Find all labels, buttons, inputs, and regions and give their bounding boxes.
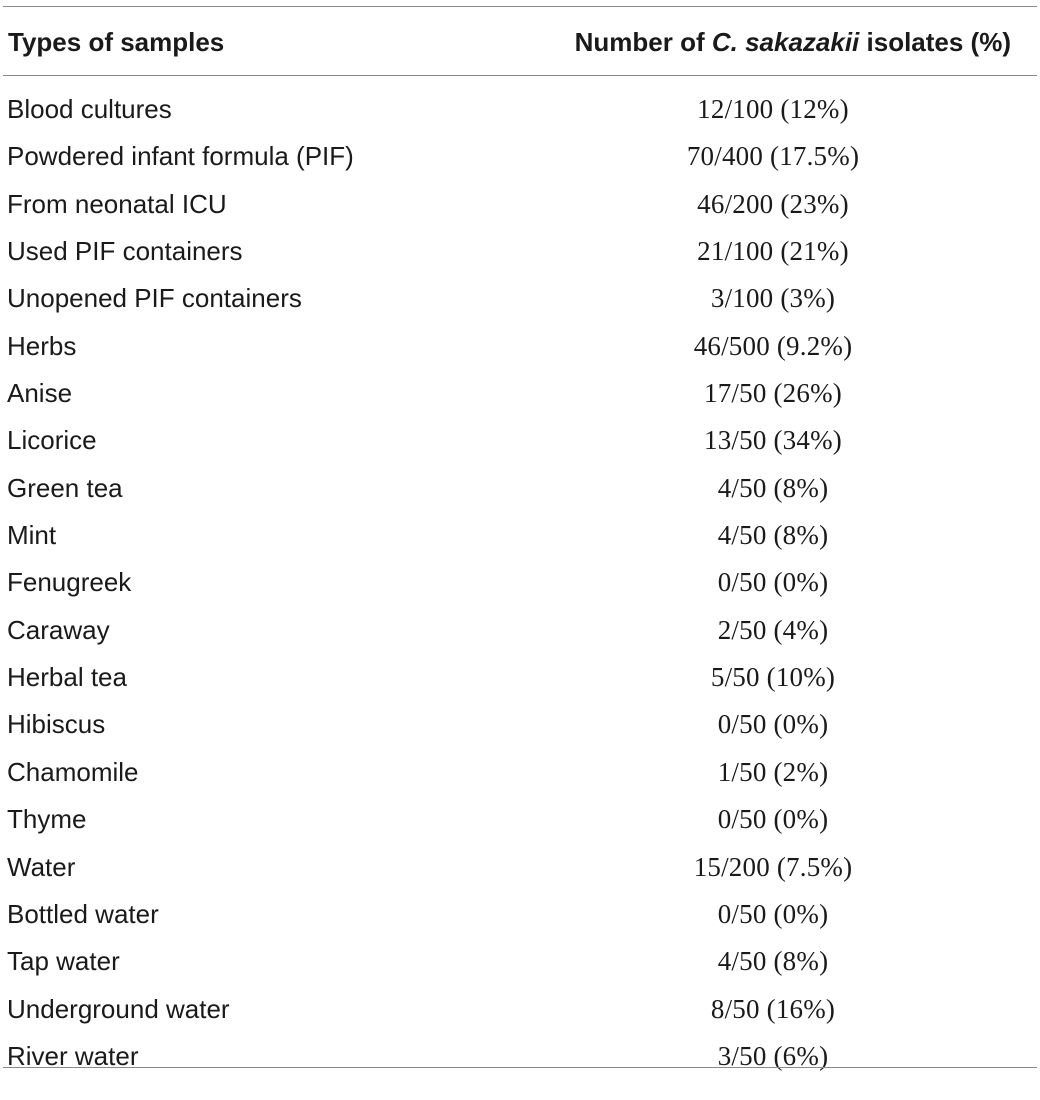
- table-row: [0, 512, 1040, 559]
- sample-type-cell: Fenugreek: [7, 567, 132, 598]
- sample-type-cell: Water: [7, 851, 76, 882]
- table-row: [0, 844, 1040, 891]
- isolate-count-cell: 15/200 (7.5%): [693, 851, 853, 882]
- sample-type-cell: Herbal tea: [7, 662, 127, 693]
- isolate-count-cell: 13/50 (34%): [704, 425, 842, 456]
- table-row: [0, 654, 1040, 701]
- isolate-count-cell: 4/50 (8%): [717, 946, 829, 977]
- table-row: [0, 796, 1040, 843]
- isolate-count-cell: 4/50 (8%): [717, 520, 829, 551]
- sample-type-cell: Anise: [7, 378, 73, 409]
- sample-type-cell: Herbs: [7, 330, 77, 361]
- sample-type-cell: Blood cultures: [7, 94, 172, 124]
- isolate-count-cell: 2/50 (4%): [717, 614, 829, 645]
- isolate-count-cell: 17/50 (26%): [704, 378, 842, 409]
- sample-type-cell: Thyme: [7, 804, 87, 835]
- sample-type-cell: Hibiscus: [7, 709, 106, 740]
- table-row: [0, 559, 1040, 606]
- table-row: [0, 228, 1040, 275]
- header-prefix: Number of: [574, 27, 712, 57]
- isolate-count-cell: 0/50 (0%): [717, 567, 829, 598]
- header-suffix: isolates (%): [859, 27, 1011, 57]
- table-row: [0, 181, 1040, 228]
- isolate-count-cell: 21/100 (21%): [697, 236, 849, 267]
- table-row: [0, 607, 1040, 654]
- sample-type-cell: Licorice: [7, 425, 97, 456]
- sample-type-cell: Tap water: [7, 946, 120, 977]
- sample-type-cell: Caraway: [7, 614, 110, 645]
- table-row: [0, 701, 1040, 748]
- table-row: [0, 86, 1040, 133]
- table-row: [0, 891, 1040, 938]
- header-number-of-isolates: [575, 7, 1011, 75]
- table-row: [0, 749, 1040, 796]
- isolate-count-cell: 0/50 (0%): [717, 898, 829, 929]
- isolate-count-cell: 46/200 (23%): [697, 188, 849, 219]
- isolate-count-cell: 46/500 (9.2%): [693, 330, 853, 361]
- sample-type-cell: Powdered infant formula (PIF): [7, 141, 354, 172]
- bottom-rule: [3, 1067, 1037, 1068]
- table-row: [0, 275, 1040, 322]
- table-row: [0, 133, 1040, 180]
- isolate-count-cell: 0/50 (0%): [717, 804, 829, 835]
- table-row: [0, 417, 1040, 464]
- sample-type-cell: Used PIF containers: [7, 236, 243, 267]
- isolate-count-cell: 70/400 (17.5%): [686, 141, 860, 172]
- isolate-count-cell: 12/100 (12%): [697, 94, 849, 124]
- isolate-count-cell: 0/50 (0%): [717, 709, 829, 740]
- sample-type-cell: Mint: [7, 520, 57, 551]
- isolates-table: [0, 6, 1040, 1080]
- header-types-of-samples: Types of samples: [8, 27, 225, 57]
- table-row: [0, 1033, 1040, 1080]
- isolate-count-cell: 5/50 (10%): [710, 662, 836, 693]
- table-row: [0, 323, 1040, 370]
- sample-type-cell: Chamomile: [7, 756, 139, 787]
- sample-type-cell: Bottled water: [7, 898, 159, 929]
- isolate-count-cell: 3/100 (3%): [710, 283, 836, 314]
- table-row: [0, 370, 1040, 417]
- isolate-count-cell: 3/50 (6%): [717, 1040, 829, 1071]
- table-row: [0, 986, 1040, 1033]
- sample-type-cell: Underground water: [7, 993, 230, 1024]
- sample-type-cell: From neonatal ICU: [7, 188, 227, 219]
- table-row: [0, 465, 1040, 512]
- sample-type-cell: Unopened PIF containers: [7, 283, 302, 314]
- header-species-name: C. sakazakii: [711, 27, 860, 57]
- table-row: [0, 938, 1040, 985]
- isolate-count-cell: 4/50 (8%): [717, 472, 829, 503]
- isolate-count-cell: 1/50 (2%): [717, 756, 829, 787]
- table-body: [0, 76, 1040, 1080]
- sample-type-cell: Green tea: [7, 472, 123, 503]
- sample-type-cell: River water: [7, 1040, 139, 1071]
- isolate-count-cell: 8/50 (16%): [710, 993, 836, 1024]
- table-header-row: [3, 7, 1037, 76]
